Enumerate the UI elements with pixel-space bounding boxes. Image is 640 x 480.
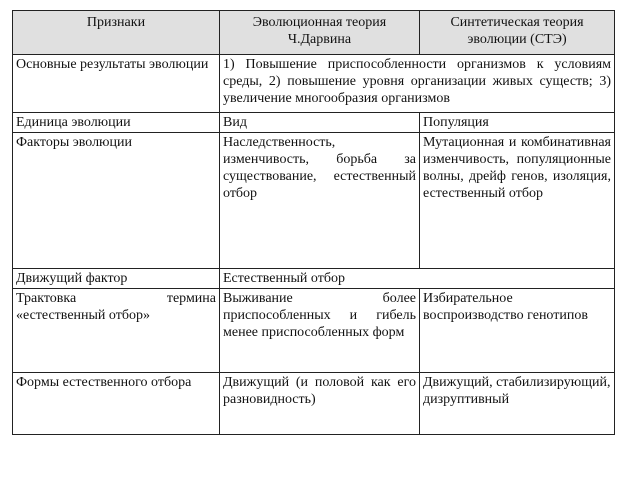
header-darwin-theory: Эволюционная теория Ч.Дарвина xyxy=(220,11,420,55)
table-row-driving-factor xyxy=(13,269,615,289)
interpretation-darwin-value: Выживание более приспособленных и гибель менее приспособленных форм xyxy=(220,289,420,373)
table-row-results xyxy=(13,55,615,113)
row-label-unit: Единица эволюции xyxy=(13,113,220,133)
table-row-interpretation xyxy=(13,289,615,373)
selection-forms-darwin-value: Движущий (и половой как его разновидность) xyxy=(220,373,420,435)
row-label-interpretation: Трактовка термина «естественный отбор» xyxy=(13,289,220,373)
header-criteria: Признаки xyxy=(13,11,220,55)
table-header-row xyxy=(13,11,615,55)
unit-darwin-value: Вид xyxy=(220,113,420,133)
header-synthetic-theory: Синтетическая теория эволюции (СТЭ) xyxy=(420,11,615,55)
driving-factor-shared-value: Естественный отбор xyxy=(220,269,615,289)
results-shared-value: 1) Повышение приспособленности организмов к условиям среды, 2) повышение уровня организации живых существ; 3) увеличение многообразия организмов xyxy=(220,55,615,113)
row-label-selection-forms: Формы естественного отбора xyxy=(13,373,220,435)
comparison-table-container xyxy=(12,10,614,435)
factors-darwin-value: Наследственность, изменчивость, борьба за существование, естественный отбор xyxy=(220,133,420,269)
table-row-unit xyxy=(13,113,615,133)
evolution-theories-comparison-table xyxy=(12,10,615,435)
factors-ste-value: Мутационная и комбинативная изменчивость, популяционные волны, дрейф генов, изоляция, естественный отбор xyxy=(420,133,615,269)
table-row-selection-forms xyxy=(13,373,615,435)
row-label-driving-factor: Движущий фактор xyxy=(13,269,220,289)
row-label-results: Основные результаты эволюции xyxy=(13,55,220,113)
row-label-factors: Факторы эволюции xyxy=(13,133,220,269)
selection-forms-ste-value: Движущий, стабилизирующий, дизруптивный xyxy=(420,373,615,435)
unit-ste-value: Популяция xyxy=(420,113,615,133)
interpretation-ste-value: Избирательное воспроизводство генотипов xyxy=(420,289,615,373)
table-row-factors xyxy=(13,133,615,269)
